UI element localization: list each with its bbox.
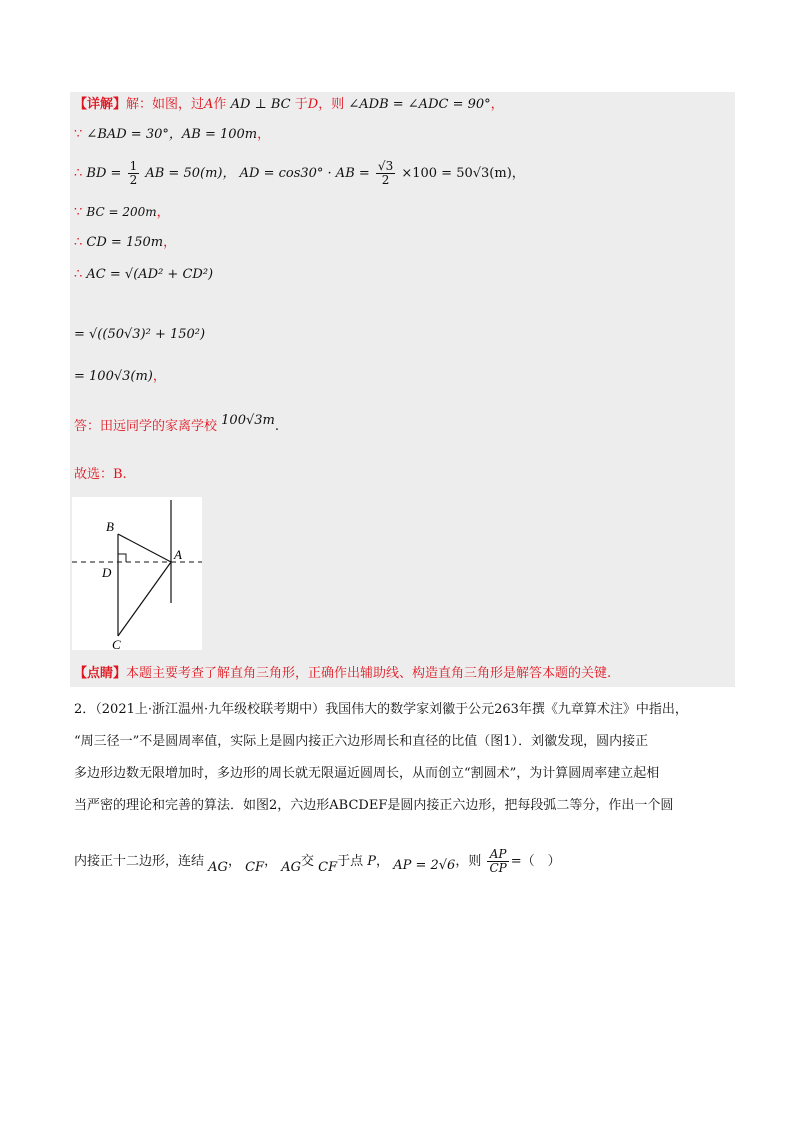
solution-line-8: = 100√3(m)， (74, 369, 166, 384)
solution-line-6: ∴ AC = √(AD² + CD²) (74, 267, 214, 282)
fraction-half: $\frac{1}{2}$ (129, 159, 138, 188)
question2-line-3: 多边形边数无限增加时，多边形的周长就无限逼近圆周长，从而创立“割圆术”，为计算圆周率建立起相 (74, 766, 660, 781)
comment-line: 【点睛】本题主要考查了解直角三角形，正确作出辅助线、构造直角三角形是解答本题的关键. (74, 666, 612, 681)
geometry-figure (72, 497, 202, 650)
segment-ca (118, 562, 171, 636)
label-b: B (106, 519, 114, 534)
question2-line-4: 当严密的理论和完善的算法．如图2，六边形ABCDEF是圆内接正六边形，把每段弧二等分，作出一个圆 (74, 798, 674, 813)
question2-line-1: 2．（2021上·浙江温州·九年级校联考期中）我国伟大的数学家刘徽于公元263年撰《九章算术注》中指出， (74, 702, 688, 717)
label-a: A (174, 547, 182, 562)
question2-line-2: “周三径一”不是圆周率值，实际上是圆内接正六边形周长和直径的比值（图1）．刘徽发现，圆内接正 (74, 734, 649, 749)
question2-line-5: 内接正十二边形，连结 AG， CF， AG交 CF于点 P， AP = 2√6，则 $\frac{AP}{CP}$ =（ ） (74, 847, 561, 876)
solution-line-3: ∴ BD = $\frac{1}{2}$ AB = 50(m)， AD = cos30° · AB = $\frac{√3}{2}$ ×100 = 50√3(m)， (74, 159, 525, 188)
label-c: C (112, 637, 121, 650)
right-angle-marker (118, 554, 126, 562)
solution-line-2: ∵ ∠BAD = 30°，AB = 100m， (74, 127, 271, 142)
choice-line: 故选：B. (74, 467, 127, 482)
label-d: D (102, 565, 112, 580)
fraction-sqrt3-over-2: $\frac{√3}{2}$ (377, 159, 394, 188)
solution-line-5: ∴ CD = 150m， (74, 235, 177, 250)
answer-line: 答：田远同学的家离学校 100√3m. (74, 413, 279, 434)
comment-tag: 【点睛】 (74, 666, 127, 681)
solution-line-7: = √((50√3)² + 150²) (74, 327, 206, 342)
fraction-ap-cp: $\frac{AP}{CP}$ (489, 847, 507, 876)
triangle-diagram (72, 497, 202, 650)
detail-tag: 【详解】 (74, 97, 127, 112)
solution-line-4: ∵ BC = 200m， (74, 205, 170, 220)
solution-line-1: 【详解】解：如图，过A作 AD ⊥ BC 于D，则 ∠ADB = ∠ADC = 90°， (74, 97, 504, 112)
